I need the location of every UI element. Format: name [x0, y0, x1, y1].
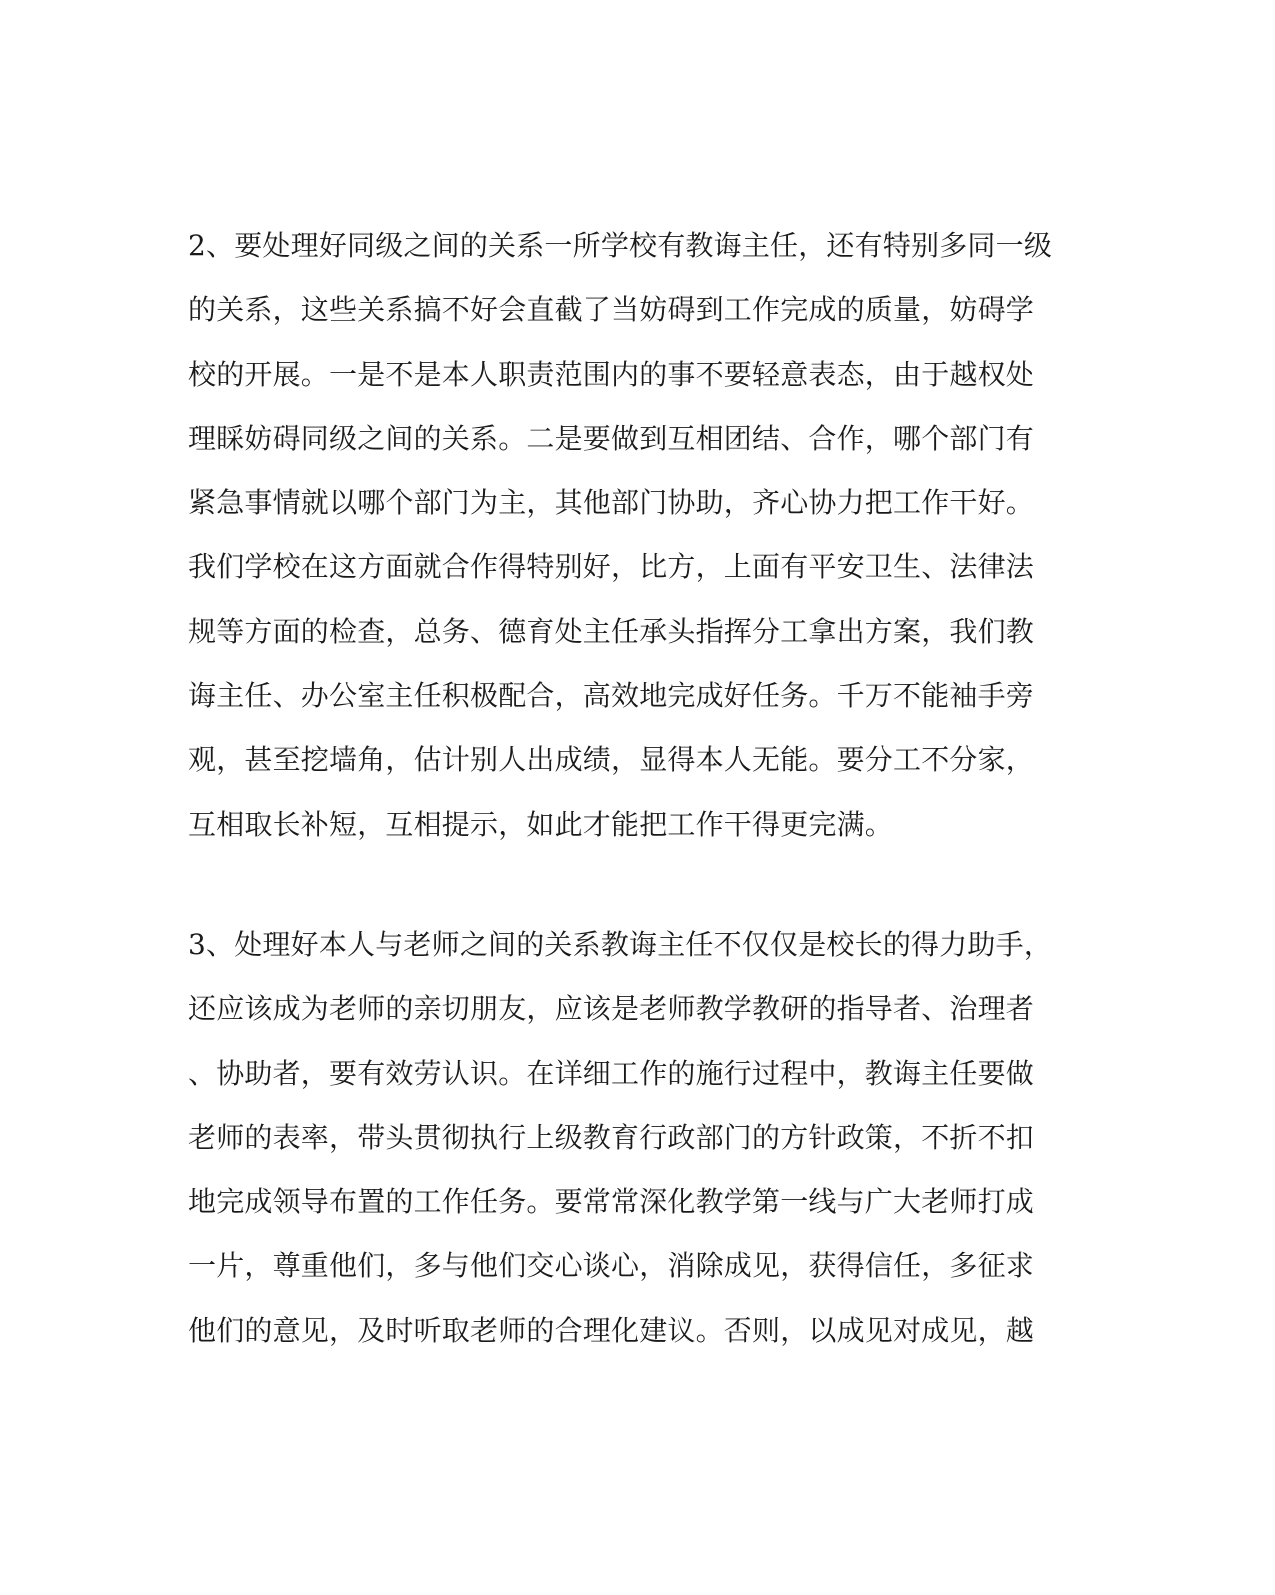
text-line: 3、处理好本人与老师之间的关系教诲主任不仅仅是校长的得力助手， — [188, 928, 1053, 961]
text-line: 互相取长补短，互相提示，如此才能把工作干得更完满。 — [188, 807, 894, 841]
text-line: 2、要处理好同级之间的关系一所学校有教诲主任，还有特别多同一级 — [188, 229, 1053, 262]
text-line: 规等方面的检查，总务、德育处主任承头指挥分工拿出方案，我们教 — [188, 614, 1035, 648]
text-line: 的关系，这些关系搞不好会直截了当妨碍到工作完成的质量，妨碍学 — [188, 293, 1035, 327]
text-line: 一片，尊重他们，多与他们交心谈心，消除成见，获得信任，多征求 — [188, 1249, 1035, 1283]
text-line: 校的开展。一是不是本人职责范围内的事不要轻意表态，由于越权处 — [188, 357, 1035, 391]
paragraph-2 — [188, 214, 1068, 857]
text-line: 观，甚至挖墙角，估计别人出成绩，显得本人无能。要分工不分家， — [188, 743, 1035, 777]
text-line: 老师的表率，带头贯彻执行上级教育行政部门的方针政策，不折不扣 — [188, 1120, 1035, 1154]
text-line: 紧急事情就以哪个部门为主，其他部门协助，齐心协力把工作干好。 — [188, 486, 1035, 520]
text-line: 、协助者，要有效劳认识。在详细工作的施行过程中，教诲主任要做 — [188, 1056, 1035, 1090]
paragraph-3 — [188, 913, 1068, 1363]
text-line: 他们的意见，及时听取老师的合理化建议。否则，以成见对成见，越 — [188, 1313, 1035, 1347]
text-line: 诲主任、办公室主任积极配合，高效地完成好任务。千万不能袖手旁 — [188, 679, 1035, 713]
text-line: 我们学校在这方面就合作得特别好，比方，上面有平安卫生、法律法 — [188, 550, 1035, 584]
text-line: 理睬妨碍同级之间的关系。二是要做到互相团结、合作，哪个部门有 — [188, 421, 1035, 455]
text-line: 地完成领导布置的工作任务。要常常深化教学第一线与广大老师打成 — [188, 1185, 1035, 1219]
text-line: 还应该成为老师的亲切朋友，应该是老师教学教研的指导者、治理者 — [188, 992, 1035, 1026]
